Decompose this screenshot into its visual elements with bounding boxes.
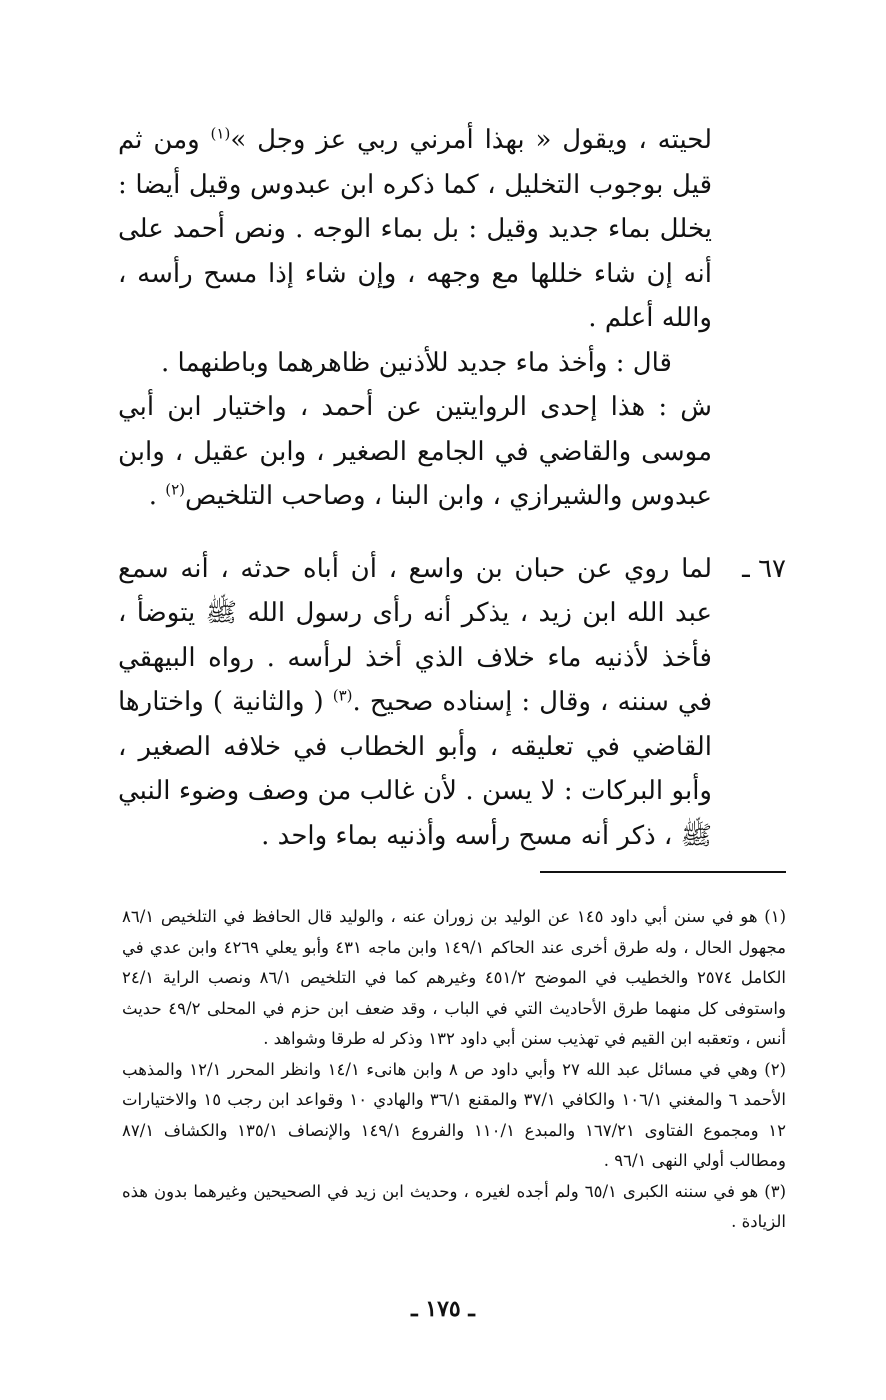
paragraph-4: لما روي عن حبان بن واسع ، أن أباه حدثه ، أنه سمع عبد الله ابن زيد ، يذكر أنه رأى رسول الله ﷺ يتوضأ ، فأخذ لأذنيه ماء خلاف الذي أخذ لرأسه . رواه البيهقي في سننه ، وقال : إسناده صحيح .$^{(٣)}$ ( والثانية ) واختارها القاضي في تعليقه ، وأبو الخطاب في خلافه الصغير ، وأبو البركات : لا يسن . لأن غالب من وصف وضوء النبي ﷺ ، ذكر أنه مسح رأسه وأذنيه بماء واحد . bbox=[118, 553, 712, 851]
main-text bbox=[118, 118, 786, 858]
paragraph-2: قال : وأخذ ماء جديد للأذنين ظاهرهما وباطنهما . bbox=[161, 347, 672, 378]
footnote-2: (٢) وهي في مسائل عبد الله ٢٧ وأبي داود ص ٨ وابن هانىء ١٤/١ وانظر المحرر ١٢/١ والمذهب الأحمد ٦ والمغني ١٠٦/١ والكافي ٣٧/١ والمقنع ٣٦/١ والهادي ١٠ وقواعد ابن رجب ١٥ والاختيارات ١٢ ومجموع الفتاوى ١٦٧/٢١ والمبدع ١١٠/١ والفروع ١٤٩/١ والإنصاف ١٣٥/١ والكشاف ٨٧/١ ومطالب أولي النهى ٩٦/١ . bbox=[122, 1059, 787, 1170]
footnote-ref-2[interactable]: (٢) bbox=[165, 480, 186, 499]
footnote-ref-1[interactable]: (١) bbox=[210, 124, 231, 143]
item-number: ٦٧ ـ bbox=[742, 553, 786, 584]
page-number: ـ ١٧٥ ـ bbox=[411, 1296, 475, 1322]
paragraph-3: ش : هذا إحدى الروايتين عن أحمد ، واختيار ابن أبي موسى والقاضي في الجامع الصغير ، وابن عقيل ، وابن عبدوس والشيرازي ، وابن البنا ، وصاحب التلخيص$^{(٢)}$ . bbox=[118, 392, 712, 511]
footnote-separator bbox=[540, 871, 786, 873]
paragraph-1: لحيته ، ويقول « بهذا أمرني ربي عز وجل »$^{(١)}$ ومن ثم قيل بوجوب التخليل ، كما ذكره ابن عبدوس وقيل أيضا : يخلل بماء جديد وقيل : بل بماء الوجه . ونص أحمد على أنه إن شاء خللها مع وجهه ، وإن شاء إذا مسح رأسه ، والله أعلم . bbox=[118, 124, 713, 333]
numbered-item-67 bbox=[118, 547, 786, 859]
footnote-1: (١) هو في سنن أبي داود ١٤٥ عن الوليد بن زوران عنه ، والوليد قال الحافظ في التلخيص ٨٦/١ مجهول الحال ، وله طرق أخرى عند الحاكم ١٤٩/١ وابن ماجه ٤٣١ وأبو يعلي ٤٢٦٩ وابن عدي في الكامل ٢٥٧٤ والخطيب في الموضح ٤٥١/٢ وغيرهم كما في التلخيص ٨٦/١ ونصب الراية ٢٤/١ واستوفى كل منهما طرق الأحاديث التي في الباب ، وقد ضعف ابن حزم في المحلى ٤٩/٢ حديث أنس ، وتعقبه ابن القيم في تهذيب سنن أبي داود ١٣٢ وذكر له طرقا وشواهد . bbox=[122, 907, 787, 1048]
footnote-ref-3[interactable]: (٣) bbox=[332, 686, 353, 705]
footnotes bbox=[122, 902, 786, 1238]
footnote-3: (٣) هو في سننه الكبرى ٦٥/١ ولم أجده لغيره ، وحديث ابن زيد في الصحيحين وغيرهما بدون هذه الزيادة . bbox=[122, 1181, 786, 1231]
